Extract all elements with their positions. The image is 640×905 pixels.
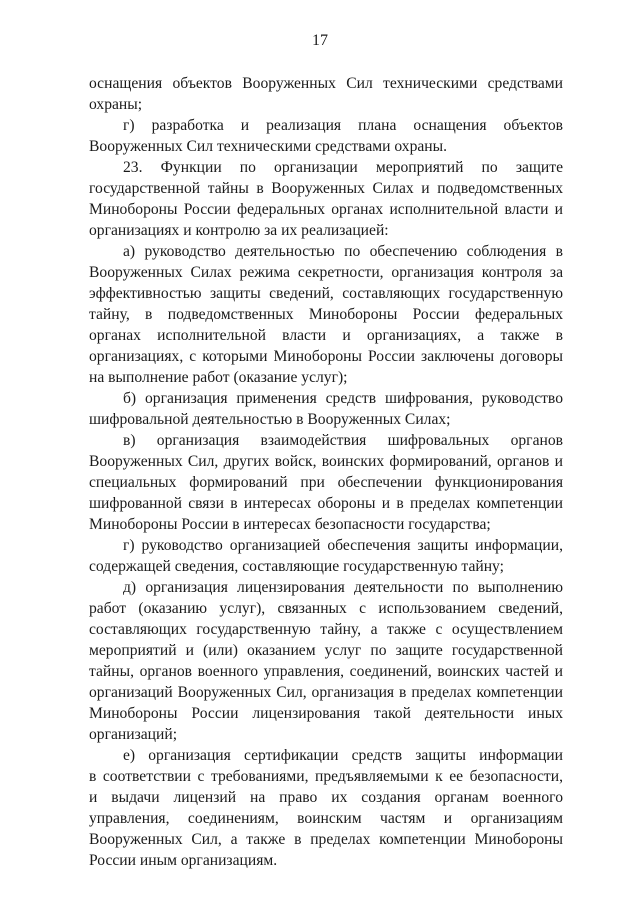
text-line: управления, соединениям, воинским частям и организациям [89, 810, 563, 827]
text-line: г) руководство организацией обеспечения защиты информации, [123, 537, 563, 554]
text-line: г) разработка и реализация плана оснащения объектов [123, 117, 563, 134]
text-line: Минобороны России лицензирования такой деятельности иных [89, 705, 563, 722]
text-line: содержащей сведения, составляющие государственную тайну; [89, 558, 504, 575]
text-line: Минобороны России федеральных органах исполнительной власти и [89, 201, 563, 218]
text-line: России иным организациям. [89, 852, 278, 869]
text-line: е) организация сертификации средств защиты информации [123, 747, 563, 764]
text-line: эффективностью защиты сведений, составляющих государственную [89, 285, 563, 302]
text-line: оснащения объектов Вооруженных Сил техническими средствами [89, 75, 563, 92]
text-line: д) организация лицензирования деятельности по выполнению [123, 579, 563, 596]
text-line: 23. Функции по организации мероприятий по защите [123, 159, 563, 176]
text-line: в) организация взаимодействия шифровальных органов [123, 432, 563, 449]
text-line: тайну, в подведомственных Минобороны России федеральных [89, 306, 563, 323]
text-line: шифровальной деятельностью в Вооруженных Силах; [89, 411, 451, 428]
text-line: тайны, органов военного управления, соединений, воинских частей и [89, 663, 563, 680]
paragraph-p4 [89, 388, 563, 430]
text-line: Вооруженных Силах режима секретности, организация контроля за [89, 264, 563, 281]
text-line: Вооруженных Сил техническими средствами охраны. [89, 138, 448, 155]
text-line: охраны; [89, 96, 143, 113]
text-line: специальных формирований при обеспечении функционирования [89, 474, 563, 491]
text-line: мероприятий и (или) оказанием услуг по защите государственной [89, 642, 563, 659]
paragraph-p3 [89, 241, 563, 388]
text-line: Минобороны России в интересах безопасности государства; [89, 516, 491, 533]
paragraph-p5 [89, 430, 563, 535]
text-line: организациях, с которыми Минобороны России заключены договоры [89, 348, 563, 365]
text-line: органах исполнительной власти и организациях, а также в [89, 327, 563, 344]
text-line: и выдачи лицензий на право их создания органам военного [89, 789, 563, 806]
text-line: Вооруженных Сил, других войск, воинских формирований, органов и [89, 453, 563, 470]
paragraph-p2 [89, 157, 563, 241]
text-line: шифрованной связи в интересах обороны и в пределах компетенции [89, 495, 563, 512]
paragraph-p7 [89, 577, 563, 745]
text-line: б) организация применения средств шифрования, руководство [123, 390, 563, 407]
text-line: а) руководство деятельностью по обеспечению соблюдения в [123, 243, 563, 260]
text-line: государственной тайны в Вооруженных Силах и подведомственных [89, 180, 563, 197]
paragraph-p8 [89, 745, 563, 871]
text-line: на выполнение работ (оказание услуг); [89, 369, 348, 386]
paragraph-p1 [89, 115, 563, 157]
text-line: организациях и контролю за их реализацией: [89, 222, 389, 239]
document-body [89, 73, 563, 871]
text-line: составляющих государственную тайну, а также с осуществлением [89, 621, 563, 638]
text-line: организаций Вооруженных Сил, организация в пределах компетенции [89, 684, 563, 701]
text-line: в соответствии с требованиями, предъявляемыми к ее безопасности, [89, 768, 563, 785]
paragraph-p0 [89, 73, 563, 115]
text-line: Вооруженных Сил, а также в пределах компетенции Минобороны [89, 831, 563, 848]
text-line: организаций; [89, 726, 178, 743]
paragraph-p6 [89, 535, 563, 577]
page-number: 17 [312, 32, 328, 49]
text-line: работ (оказанию услуг), связанных с использованием сведений, [89, 600, 563, 617]
